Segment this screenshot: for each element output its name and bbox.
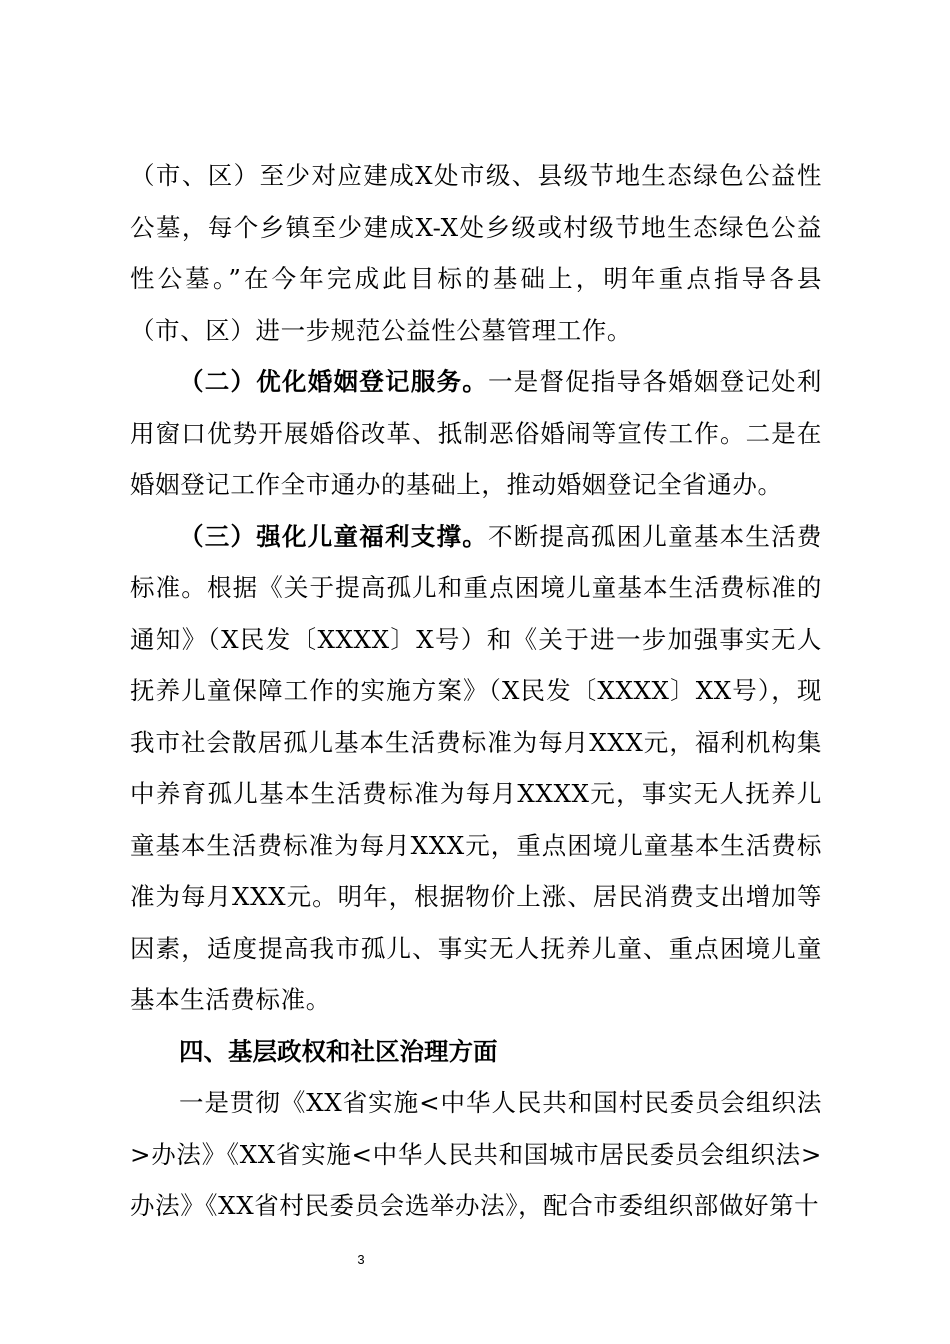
paragraph-grassroots-body: 一是贯彻《XX省实施<中华人民共和国村民委员会组织法>办法》《XX省实施<中华人民共和国城市居民委员会组织法>办法》《XX省村民委员会选举办法》，配合市委组织部做好第十 [130, 1088, 822, 1220]
page-number: 3 [357, 1252, 365, 1267]
section-heading-grassroots: 四、基层政权和社区治理方面 [179, 1036, 498, 1066]
section-heading-child-welfare: （三）强化儿童福利支撑。 [179, 521, 488, 551]
paragraph-marriage-body: 一是督促指导各婚姻登记处利用窗口优势开展婚俗改革、抵制恶俗婚闹等宣传工作。二是在婚姻登记工作全市通办的基础上，推动婚姻登记全省通办。 [130, 367, 822, 499]
document-body [130, 150, 822, 1232]
paragraph-child-welfare [130, 511, 822, 1026]
paragraph-cemetery-continuation: （市、区）至少对应建成X处市级、县级节地生态绿色公益性公墓，每个乡镇至少建成X-X处乡级或村级节地生态绿色公益性公墓。”在今年完成此目标的基础上，明年重点指导各县（市、区）进一步规范公益性公墓管理工作。 [130, 161, 822, 345]
paragraph-marriage-registration [130, 356, 822, 511]
paragraph-child-welfare-body: 不断提高孤困儿童基本生活费标准。根据《关于提高孤儿和重点困境儿童基本生活费标准的通知》（X民发〔XXXX〕X号）和《关于进一步加强事实无人抚养儿童保障工作的实施方案》（X民发〔XXXX〕XX号），现我市社会散居孤儿基本生活费标准为每月XXX元，福利机构集中养育孤儿基本生活费标准为每月XXXX元，事实无人抚养儿童基本生活费标准为每月XXX元，重点困境儿童基本生活费标准为每月XXX元。明年，根据物价上涨、居民消费支出增加等因素，适度提高我市孤儿、事实无人抚养儿童、重点困境儿童基本生活费标准。 [130, 521, 822, 1014]
section-heading-marriage: （二）优化婚姻登记服务。 [179, 367, 488, 396]
